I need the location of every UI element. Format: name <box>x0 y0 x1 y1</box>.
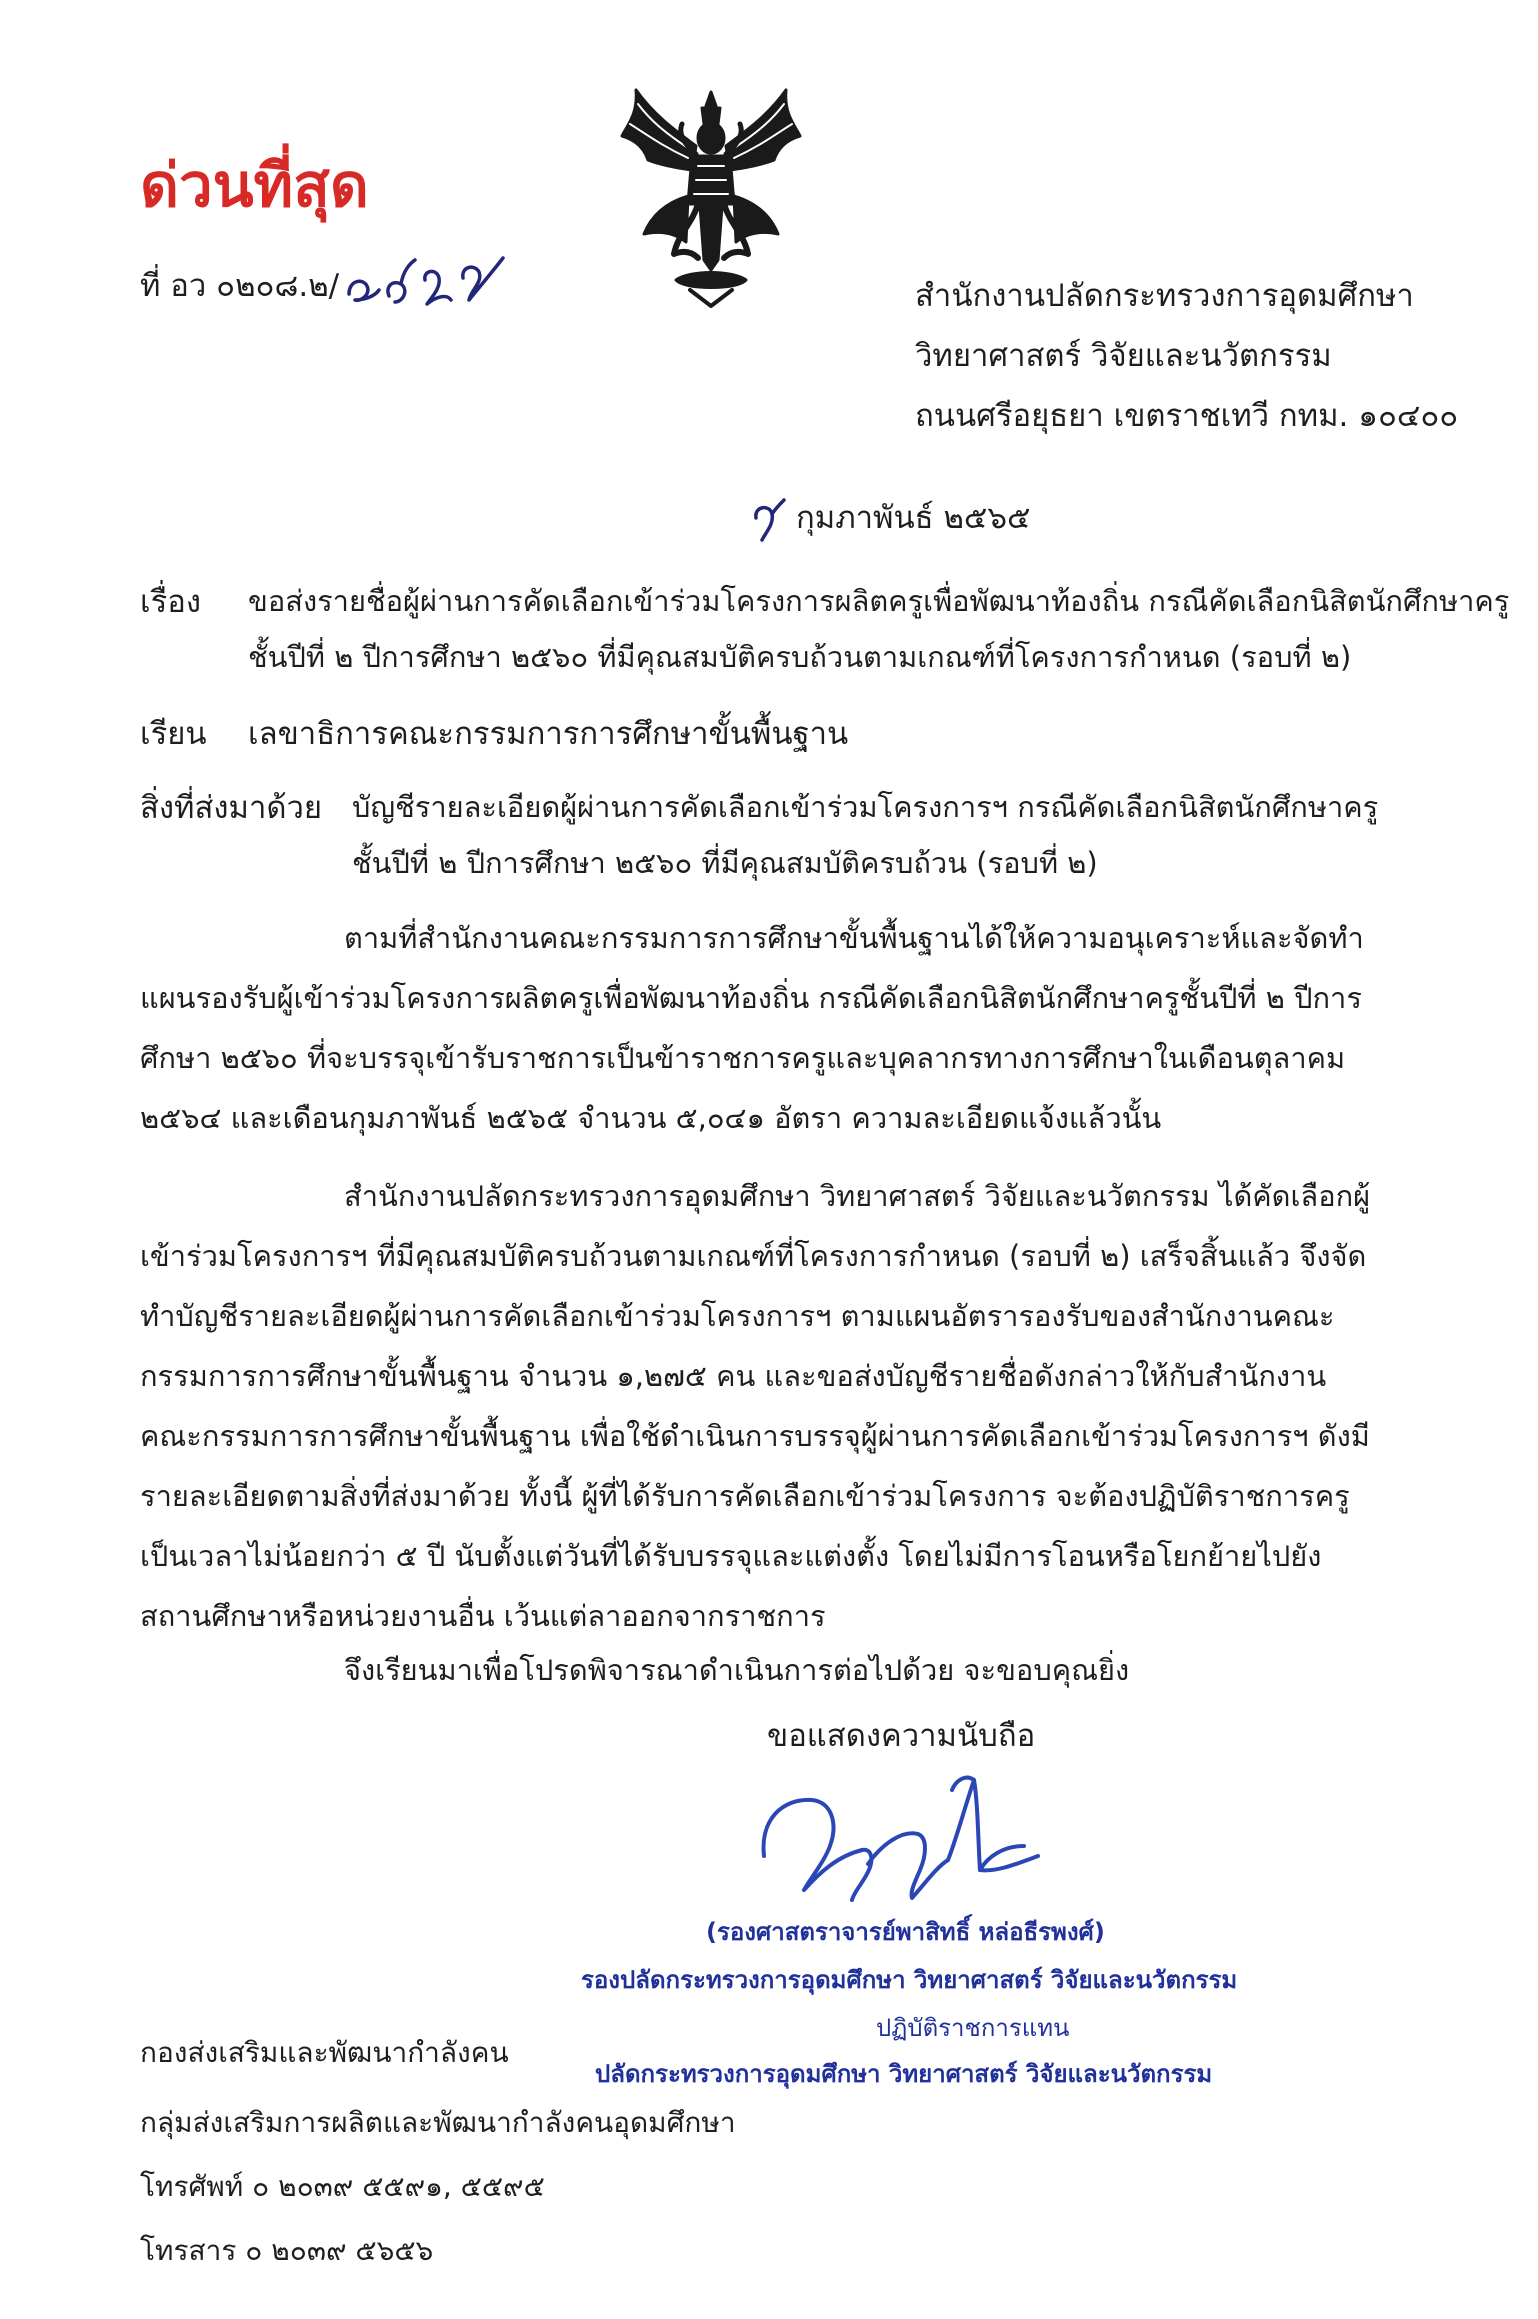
sender-address-line-3: ถนนศรีอยุธยา เขตราชเทวี กทม. ๑๐๔๐๐ <box>915 398 1459 434</box>
enclosure-label: สิ่งที่ส่งมาด้วย <box>140 790 323 826</box>
handwritten-signature <box>742 1760 1052 1920</box>
subject-label: เรื่อง <box>140 584 202 620</box>
handwritten-reference-number <box>343 250 513 318</box>
handwritten-date-day <box>748 496 788 546</box>
body-paragraph-3: จึงเรียนมาเพื่อโปรดพิจารณาดำเนินการต่อไปด้วย จะขอบคุณยิ่ง <box>344 1653 1130 1687</box>
footer-division: กองส่งเสริมและพัฒนากำลังคน <box>140 2036 509 2069</box>
recipient-text: เลขาธิการคณะกรรมการการศึกษาขั้นพื้นฐาน <box>248 716 849 752</box>
subject-line-1: ขอส่งรายชื่อผู้ผ่านการคัดเลือกเข้าร่วมโครงการผลิตครูเพื่อพัฒนาท้องถิ่น กรณีคัดเลือกนิสิตนักศึกษาครู <box>248 584 1510 618</box>
footer-fax: โทรสาร ๐ ๒๐๓๙ ๕๖๕๖ <box>140 2234 434 2267</box>
enclosure-line-1: บัญชีรายละเอียดผู้ผ่านการคัดเลือกเข้าร่วมโครงการฯ กรณีคัดเลือกนิสิตนักศึกษาครู <box>352 790 1379 824</box>
recipient-label: เรียน <box>140 716 207 752</box>
footer-group: กลุ่มส่งเสริมการผลิตและพัฒนากำลังคนอุดมศึกษา <box>140 2106 736 2139</box>
body-paragraph-2: สำนักงานปลัดกระทรวงการอุดมศึกษา วิทยาศาสตร์ วิจัยและนวัตกรรม ได้คัดเลือกผู้เข้าร่วมโครงการฯ ที่มีคุณสมบัติครบถ้วนตามเกณฑ์ที่โครงการกำหนด (รอบที่ ๒) เสร็จสิ้นแล้ว จึงจัดทำบัญชีรายละเอียดผู้ผ่านการคัดเลือกเข้าร่วมโครงการฯ ตามแผนอัตรารองรับของสำนักงานคณะกรรมการการศึกษาขั้นพื้นฐาน จำนวน ๑,๒๗๕ คน และขอส่งบัญชีรายชื่อดังกล่าวให้กับสำนักงานคณะกรรมการการศึกษาขั้นพื้นฐาน เพื่อใช้ดำเนินการบรรจุผู้ผ่านการคัดเลือกเข้าร่วมโครงการฯ ดังมีรายละเอียดตามสิ่งที่ส่งมาด้วย ทั้งนี้ ผู้ที่ได้รับการคัดเลือกเข้าร่วมโครงการ จะต้องปฏิบัติราชการครูเป็นเวลาไม่น้อยกว่า ๕ ปี นับตั้งแต่วันที่ได้รับบรรจุและแต่งตั้ง โดยไม่มีการโอนหรือโยกย้ายไปยังสถานศึกษาหรือหน่วยงานอื่น เว้นแต่ลาออกจากราชการ <box>140 1179 1371 1633</box>
sender-address-line-1: สำนักงานปลัดกระทรวงการอุดมศึกษา <box>915 278 1414 314</box>
reference-number <box>140 268 339 305</box>
urgency-stamp: ด่วนที่สุด <box>140 151 369 221</box>
footer-phone: โทรศัพท์ ๐ ๒๐๓๙ ๕๕๙๑, ๕๕๙๕ <box>140 2170 545 2203</box>
subject-line-2: ชั้นปีที่ ๒ ปีการศึกษา ๒๕๖๐ ที่มีคุณสมบัติครบถ้วนตามเกณฑ์ที่โครงการกำหนด (รอบที่ ๒) <box>248 640 1352 674</box>
letter-date: กุมภาพันธ์ ๒๕๖๕ <box>796 500 1031 536</box>
body-paragraph-1: ตามที่สำนักงานคณะกรรมการการศึกษาขั้นพื้นฐานได้ให้ความอนุเคราะห์และจัดทำแผนรองรับผู้เข้าร่วมโครงการผลิตครูเพื่อพัฒนาท้องถิ่น กรณีคัดเลือกนิสิตนักศึกษาครูชั้นปีที่ ๒ ปีการศึกษา ๒๕๖๐ ที่จะบรรจุเข้ารับราชการเป็นข้าราชการครูและบุคลากรทางการศึกษาในเดือนตุลาคม ๒๕๖๔ และเดือนกุมภาพันธ์ ๒๕๖๕ จำนวน ๕,๐๔๑ อัตรา ความละเอียดแจ้งแล้วนั้น <box>140 921 1364 1135</box>
closing-salutation: ขอแสดงความนับถือ <box>767 1718 1036 1754</box>
signatory-acting-label: ปฏิบัติราชการแทน <box>876 2014 1070 2042</box>
reference-prefix: ที่ อว ๐๒๐๘.๒/ <box>140 268 340 304</box>
signatory-name: (รองศาสตราจารย์พาสิทธิ์ หล่อธีรพงศ์) <box>706 1918 1105 1946</box>
signatory-acting-for: ปลัดกระทรวงการอุดมศึกษา วิทยาศาสตร์ วิจัยและนวัตกรรม <box>595 2060 1213 2088</box>
enclosure-line-2: ชั้นปีที่ ๒ ปีการศึกษา ๒๕๖๐ ที่มีคุณสมบัติครบถ้วน (รอบที่ ๒) <box>352 846 1098 880</box>
signatory-position: รองปลัดกระทรวงการอุดมศึกษา วิทยาศาสตร์ วิจัยและนวัตกรรม <box>581 1966 1238 1994</box>
garuda-emblem-icon <box>618 84 804 310</box>
sender-address-line-2: วิทยาศาสตร์ วิจัยและนวัตกรรม <box>915 338 1332 374</box>
